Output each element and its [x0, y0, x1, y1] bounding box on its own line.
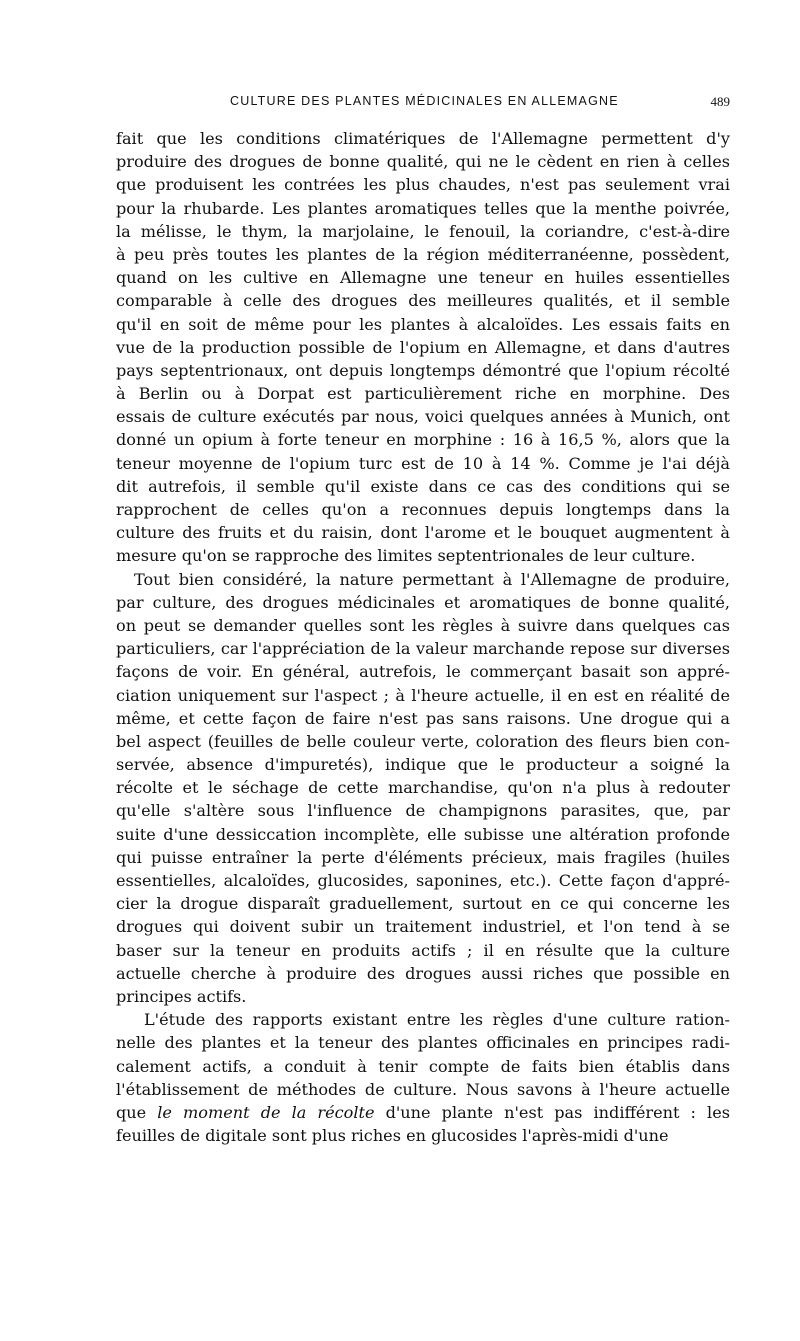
text-line: même, et cette façon de faire n'est pas sans raisons. Une drogue qui a [116, 708, 730, 728]
text-fragment: que [116, 1102, 158, 1122]
text-line: à Berlin ou à Dorpat est particulièrement riche en morphine. Des [116, 384, 730, 404]
text-line: que produisent les contrées les plus chaudes, n'est pas seulement vrai [116, 175, 730, 195]
text-line: fait que les conditions climatériques de l'Allemagne permettent d'y [116, 129, 730, 148]
text-line: donné un opium à forte teneur en morphine : 16 à 16,5 %, alors que la [116, 430, 730, 450]
text-line: l'établissement de méthodes de culture. Nous savons à l'heure actuelle [116, 1079, 730, 1099]
text-line: feuilles de digitale sont plus riches en glucosides l'après-midi d'une [116, 1126, 669, 1146]
emphasis-text: le moment de la récolte [157, 1102, 375, 1122]
text-line: nelle des plantes et la teneur des plantes officinales en principes radi- [116, 1033, 730, 1053]
text-line: la mélisse, le thym, la marjolaine, le fenouil, la coriandre, c'est-à-dire [116, 221, 730, 241]
text-line: teneur moyenne de l'opium turc est de 10 à 14 %. Comme je l'ai déjà [116, 453, 730, 473]
text-line: principes actifs. [116, 986, 247, 1006]
text-line: cier la drogue disparaît graduellement, surtout en ce qui concerne les [116, 894, 730, 914]
running-title: CULTURE DES PLANTES MÉDICINALES EN ALLEMAGNE [230, 94, 619, 108]
page-number: 489 [710, 94, 730, 109]
text-line: à peu près toutes les plantes de la région méditerranéenne, possèdent, [116, 244, 730, 264]
text-line: culture des fruits et du raisin, dont l'arome et le bouquet augmentent à [116, 523, 730, 543]
page-header [115, 94, 730, 116]
text-line: mesure qu'on se rapproche des limites septentrionales de leur culture. [116, 546, 696, 566]
text-line: comparable à celle des drogues des meilleures qualités, et il semble [116, 291, 730, 311]
text-line: pays septentrionaux, ont depuis longtemps démontré que l'opium récolté [116, 360, 730, 380]
body-text [116, 127, 730, 1147]
text-line: qui puisse entraîner la perte d'éléments précieux, mais fragiles (huiles [116, 847, 730, 867]
text-line: calement actifs, a conduit à tenir compte de faits bien établis dans [116, 1056, 730, 1076]
text-line: drogues qui doivent subir un traitement industriel, et l'on tend à se [116, 917, 730, 937]
text-line: bel aspect (feuilles de belle couleur verte, coloration des fleurs bien con- [116, 731, 730, 751]
text-line: pour la rhubarde. Les plantes aromatiques telles que la menthe poivrée, [116, 198, 730, 218]
text-line: dit autrefois, il semble qu'il existe dans ce cas des conditions qui se [116, 476, 730, 496]
text-line: ciation uniquement sur l'aspect ; à l'heure actuelle, il en est en réalité de [116, 685, 730, 705]
text-line: particuliers, car l'appréciation de la valeur marchande repose sur diverses [116, 639, 730, 659]
text-line: par culture, des drogues médicinales et aromatiques de bonne qualité, [116, 592, 730, 612]
text-line: façons de voir. En général, autrefois, le commerçant basait son appré- [116, 662, 730, 682]
text-line: on peut se demander quelles sont les règles à suivre dans quelques cas [116, 615, 730, 635]
text-line: vue de la production possible de l'opium en Allemagne, et dans d'autres [116, 337, 730, 357]
paragraph-start-line: Tout bien considéré, la nature permettant à l'Allemagne de produire, [134, 569, 730, 589]
paragraph-start-line: L'étude des rapports existant entre les règles d'une culture ration- [144, 1010, 730, 1030]
text-line: produire des drogues de bonne qualité, qui ne le cèdent en rien à celles [116, 152, 730, 172]
text-line: rapprochent de celles qu'on a reconnues depuis longtemps dans la [116, 500, 730, 519]
text-line: essentielles, alcaloïdes, glucosides, saponines, etc.). Cette façon d'appré- [116, 871, 730, 890]
text-line-with-emphasis [116, 1101, 730, 1124]
text-line: baser sur la teneur en produits actifs ; il en résulte que la culture [116, 940, 730, 960]
text-line: actuelle cherche à produire des drogues aussi riches que possible en [116, 963, 730, 983]
text-line: qu'il en soit de même pour les plantes à alcaloïdes. Les essais faits en [116, 314, 730, 334]
text-line: servée, absence d'impuretés), indique que le producteur a soigné la [116, 755, 730, 775]
text-line: suite d'une dessiccation incomplète, elle subisse une altération profonde [116, 824, 730, 844]
text-line: récolte et le séchage de cette marchandise, qu'on n'a plus à redouter [116, 778, 730, 798]
text-line: quand on les cultive en Allemagne une teneur en huiles essentielles [116, 268, 730, 288]
text-line: qu'elle s'altère sous l'influence de champignons parasites, que, par [116, 801, 730, 821]
text-fragment: d'une plante n'est pas indifférent : les [374, 1102, 730, 1122]
text-line: essais de culture exécutés par nous, voici quelques années à Munich, ont [116, 407, 730, 427]
